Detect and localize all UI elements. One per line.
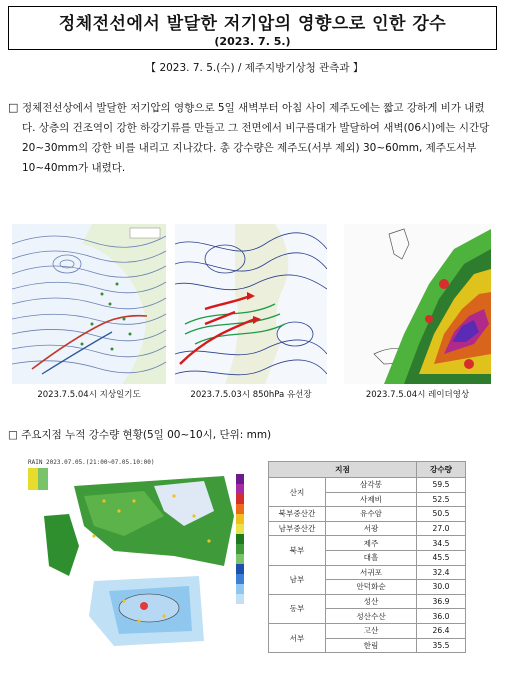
value-cell: 50.5 [417,507,466,522]
value-cell: 27.0 [417,521,466,536]
value-cell: 36.0 [417,609,466,624]
station-cell: 삼각봉 [326,478,417,493]
table-row [269,478,466,493]
group-cell: 동부 [269,594,326,623]
legend-colorbar [236,474,244,604]
header-station: 지점 [269,462,417,478]
group-cell: 산지 [269,478,326,507]
summary-text: 정체전선상에서 발달한 저기압의 영향으로 5일 새벽부터 아침 사이 제주도에는 짧고 강하게 비가 내렸다. 상층의 건조역이 강한 하강기류를 만들고 그 전면에서 비구름대가 발달하여 새벽(06시)에는 시간당 20~30mm의 강한 비를 내리고 지나갔다. 총 강수량은 제주도(서부 제외) 30~60mm, 제주도서부 10~40mm가 내렸다. [22,102,490,174]
station-cell: 유수암 [326,507,417,522]
caption-radar: 2023.7.5.04시 레이더영상 [365,390,470,400]
station-cell: 성산수산 [326,609,417,624]
table-row [269,521,466,536]
group-cell: 남부중산간 [269,521,326,536]
station-cell: 서귀포 [326,565,417,580]
value-cell: 34.5 [417,536,466,551]
rainfall-map-header: RAIN 2023.07.05.(21:00~07.05.10:00) [28,459,155,466]
table-header-row [269,462,466,478]
surface-chart-graphic [12,224,166,384]
value-cell: 26.4 [417,623,466,638]
title-box [8,6,497,50]
station-cell: 성산 [326,594,417,609]
rainfall-map-graphic [24,456,251,676]
value-cell: 35.5 [417,638,466,653]
station-cell: 안덕화순 [326,580,417,595]
summary-paragraph [8,98,498,178]
group-cell: 남부 [269,565,326,594]
streamline-850hpa-image [175,224,327,384]
station-cell: 대흘 [326,550,417,565]
caption-surface-chart: 2023.7.5.04시 지상일기도 [37,390,141,400]
station-cell: 사제비 [326,492,417,507]
radar-image [344,224,491,384]
station-cell: 서광 [326,521,417,536]
rainfall-table [268,461,466,653]
value-cell: 52.5 [417,492,466,507]
station-cell: 한림 [326,638,417,653]
value-cell: 59.5 [417,478,466,493]
table-row [269,536,466,551]
header-value: 강수량 [417,462,466,478]
value-cell: 30.0 [417,580,466,595]
title-date: (2023. 7. 5.) [214,35,291,48]
issuer-line: 【 2023. 7. 5.(수) / 제주지방기상청 관측과 】 [145,62,364,74]
surface-weather-chart-image [12,224,166,384]
station-cell: 고산 [326,623,417,638]
group-cell: 서부 [269,623,326,652]
station-cell: 제주 [326,536,417,551]
page-title: 정체전선에서 발달한 저기압의 영향으로 인한 강수 [58,14,447,34]
section-heading-rainfall: □ 주요지점 누적 강수량 현황(5일 00~10시, 단위: mm) [8,429,272,441]
table-row [269,565,466,580]
value-cell: 45.5 [417,550,466,565]
value-cell: 32.4 [417,565,466,580]
caption-streamline: 2023.7.5.03시 850hPa 유선장 [190,390,312,400]
value-cell: 36.9 [417,594,466,609]
streamline-graphic [175,224,327,384]
table-row [269,594,466,609]
group-cell: 북부중산간 [269,507,326,522]
bullet-icon: □ [8,101,19,114]
radar-graphic [344,224,491,384]
table-row [269,623,466,638]
group-cell: 북부 [269,536,326,565]
rainfall-map-image [24,456,251,676]
table-row [269,507,466,522]
